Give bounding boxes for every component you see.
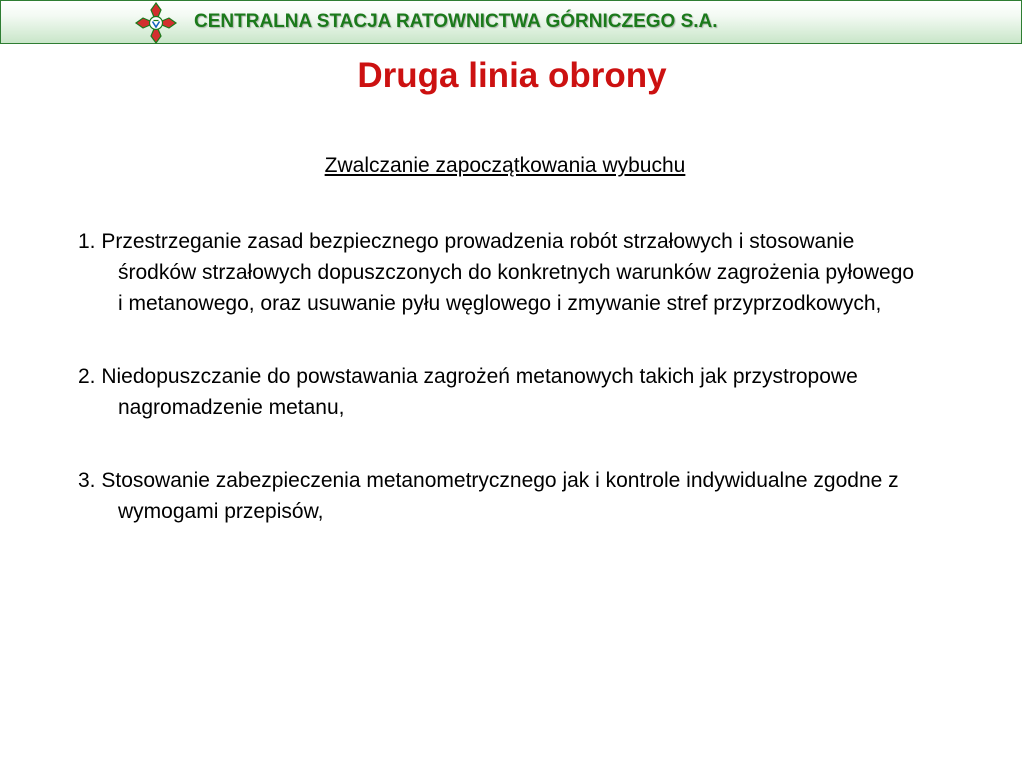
slide-subtitle: Zwalczanie zapoczątkowania wybuchu [324, 154, 686, 177]
slide-title: Druga linia obrony [357, 56, 667, 95]
organization-name: CENTRALNA STACJA RATOWNICTWA GÓRNICZEGO S.A. [194, 11, 718, 32]
header-bar [0, 0, 1022, 44]
measures-list [78, 226, 918, 569]
rescue-cross-emblem-icon [134, 1, 178, 45]
list-item: 1. Przestrzeganie zasad bezpiecznego prowadzenia robót strzałowych i stosowanie środków strzałowych dopuszczonych do konkretnych warunków zagrożenia pyłowego i metanowego, oraz usuwanie pyłu węglowego i zmywanie stref przyprzodkowych, [78, 230, 915, 315]
list-item: 2. Niedopuszczanie do powstawania zagrożeń metanowych takich jak przystropowe nagromadzenie metanu, [78, 365, 858, 419]
list-item: 3. Stosowanie zabezpieczenia metanometrycznego jak i kontrole indywidualne zgodne z wymogami przepisów, [78, 469, 899, 523]
